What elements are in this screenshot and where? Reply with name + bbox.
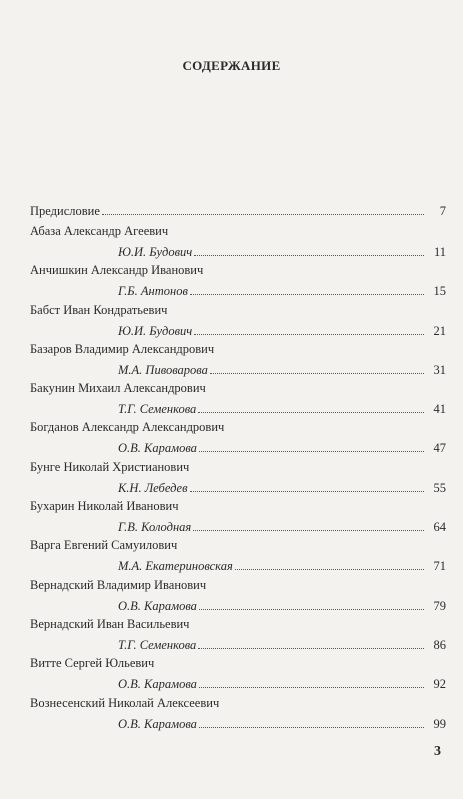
toc-page-number: 99 — [433, 716, 446, 731]
toc-author: Т.Г. Семенкова — [118, 637, 197, 652]
toc-person-name: Бухарин Николай Иванович — [30, 499, 179, 514]
toc-author-row — [30, 402, 446, 417]
toc-author-row — [30, 284, 446, 299]
toc-page-number: 21 — [433, 323, 446, 338]
toc-person-name: Анчишкин Александр Иванович — [30, 263, 204, 278]
leader-dots — [190, 294, 424, 295]
table-of-contents — [30, 204, 446, 735]
toc-page-number: 7 — [439, 204, 446, 218]
toc-entry — [30, 617, 446, 656]
toc-page-number: 31 — [433, 362, 446, 377]
toc-entry — [30, 303, 446, 342]
toc-entry — [30, 656, 446, 695]
toc-author: О.В. Карамова — [118, 441, 197, 456]
toc-entry — [30, 342, 446, 381]
toc-person-name: Богданов Александр Александрович — [30, 420, 225, 435]
leader-dots — [194, 255, 424, 256]
toc-page-number: 64 — [433, 520, 446, 535]
toc-preface-row — [30, 204, 446, 224]
toc-author: Т.Г. Семенкова — [118, 402, 197, 417]
toc-page-number: 86 — [433, 637, 446, 652]
toc-person-name: Абаза Александр Агеевич — [30, 224, 169, 238]
toc-author: Ю.И. Будович — [118, 245, 193, 259]
page-folio-number: 3 — [434, 744, 441, 759]
toc-person-name: Вознесенский Николай Алексеевич — [30, 695, 220, 710]
toc-entry — [30, 420, 446, 459]
toc-author: О.В. Карамова — [118, 598, 197, 613]
toc-person-name: Базаров Владимир Александрович — [30, 341, 215, 356]
toc-page-number: 92 — [433, 677, 446, 692]
toc-person-name: Бабст Иван Кондратьевич — [30, 302, 168, 317]
toc-entry — [30, 578, 446, 617]
toc-author: О.В. Карамова — [118, 677, 197, 692]
toc-author: К.Н. Лебедев — [118, 480, 188, 495]
toc-entry — [30, 460, 446, 499]
toc-author: Г.Б. Антонов — [118, 284, 188, 299]
toc-author: О.В. Карамова — [118, 716, 197, 731]
toc-author-row — [30, 599, 446, 614]
toc-author-row — [30, 363, 446, 378]
toc-author: М.А. Екатериновская — [118, 559, 233, 574]
toc-person-name: Бакунин Михаил Александрович — [30, 381, 206, 396]
leader-dots — [190, 491, 424, 492]
toc-page-number: 79 — [433, 598, 446, 613]
toc-page-number: 15 — [433, 284, 446, 299]
toc-person-name: Витте Сергей Юльевич — [30, 656, 155, 671]
leader-dots — [199, 727, 424, 728]
toc-page-number: 11 — [433, 245, 446, 259]
toc-author: М.А. Пивоварова — [118, 362, 208, 377]
toc-entry — [30, 224, 446, 263]
toc-author-row — [30, 677, 446, 692]
leader-dots — [198, 648, 424, 649]
toc-entry — [30, 381, 446, 420]
toc-author-row — [30, 717, 446, 732]
toc-author-row — [30, 441, 446, 456]
toc-page-number: 41 — [433, 402, 446, 417]
leader-dots — [194, 334, 424, 335]
leader-dots — [199, 687, 424, 688]
toc-person-name: Бунге Николай Христианович — [30, 459, 190, 474]
toc-author-row — [30, 245, 446, 260]
toc-person-name: Варга Евгений Самуилович — [30, 538, 178, 553]
leader-dots — [199, 451, 424, 452]
toc-author-row — [30, 559, 446, 574]
toc-author-row — [30, 638, 446, 653]
toc-preface-label: Предисловие — [30, 204, 100, 218]
toc-author-row — [30, 481, 446, 496]
toc-page-number: 71 — [433, 559, 446, 574]
toc-page-number: 47 — [433, 441, 446, 456]
leader-dots — [199, 609, 424, 610]
leader-dots — [235, 569, 424, 570]
toc-author: Г.В. Колодная — [118, 520, 192, 535]
toc-entry — [30, 263, 446, 302]
leader-dots — [198, 412, 424, 413]
toc-author-row — [30, 520, 446, 535]
toc-person-name: Вернадский Владимир Иванович — [30, 577, 207, 592]
toc-author-row — [30, 324, 446, 339]
leader-dots — [102, 214, 424, 215]
contents-title: СОДЕРЖАНИЕ — [182, 58, 281, 73]
toc-person-name: Вернадский Иван Васильевич — [30, 616, 190, 631]
toc-author: Ю.И. Будович — [118, 323, 193, 338]
toc-entry — [30, 696, 446, 735]
leader-dots — [210, 373, 424, 374]
toc-entry — [30, 538, 446, 577]
toc-page-number: 55 — [433, 480, 446, 495]
toc-entry — [30, 499, 446, 538]
leader-dots — [193, 530, 424, 531]
